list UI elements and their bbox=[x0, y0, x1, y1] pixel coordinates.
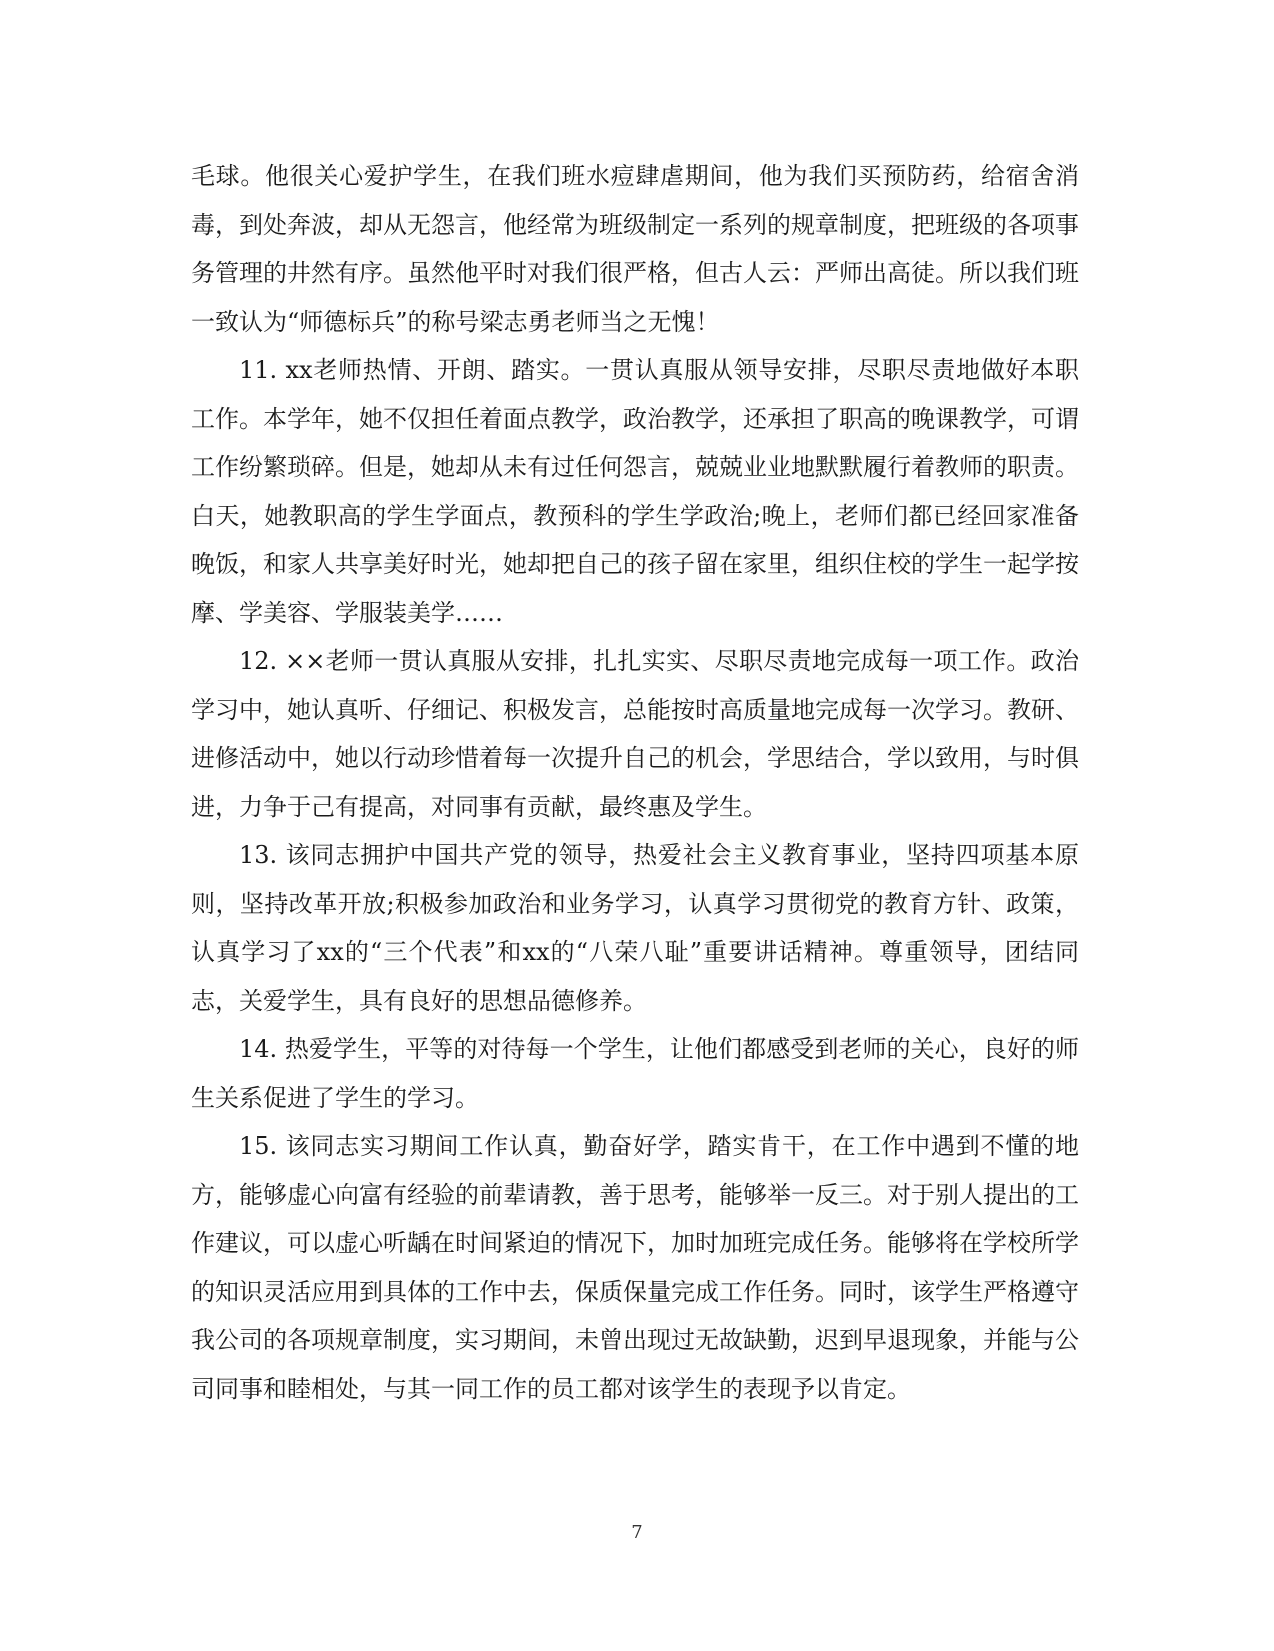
paragraph-item-11: 11. xx老师热情、开朗、踏实。一贯认真服从领导安排，尽职尽责地做好本职工作。本学年，她不仅担任着面点教学，政治教学，还承担了职高的晚课教学，可谓工作纷繁琐碎。但是，她却从未有过任何怨言，兢兢业业地默默履行着教师的职责。白天，她教职高的学生学面点，教预科的学生学政治;晚上，老师们都已经回家准备晚饭，和家人共享美好时光，她却把自己的孩子留在家里，组织住校的学生一起学按摩、学美容、学服装美学…… bbox=[191, 356, 1079, 627]
document-body bbox=[191, 152, 1079, 1413]
paragraph-item-12: 12. ××老师一贯认真服从安排，扎扎实实、尽职尽责地完成每一项工作。政治学习中，她认真听、仔细记、积极发言，总能按时高质量地完成每一次学习。教研、进修活动中，她以行动珍惜着每一次提升自己的机会，学思结合，学以致用，与时俱进，力争于己有提高，对同事有贡献，最终惠及学生。 bbox=[191, 647, 1079, 821]
page-number: 7 bbox=[631, 1522, 643, 1543]
paragraph-item-15: 15. 该同志实习期间工作认真，勤奋好学，踏实肯干，在工作中遇到不懂的地方，能够虚心向富有经验的前辈请教，善于思考，能够举一反三。对于别人提出的工作建议，可以虚心听龋在时间紧迫的情况下，加时加班完成任务。能够将在学校所学的知识灵活应用到具体的工作中去，保质保量完成工作任务。同时，该学生严格遵守我公司的各项规章制度，实习期间，未曾出现过无故缺勤，迟到早退现象，并能与公司同事和睦相处，与其一同工作的员工都对该学生的表现予以肯定。 bbox=[191, 1132, 1079, 1403]
paragraph-item-14: 14. 热爱学生，平等的对待每一个学生，让他们都感受到老师的关心，良好的师生关系促进了学生的学习。 bbox=[191, 1035, 1079, 1112]
paragraph-continuation: 毛球。他很关心爱护学生，在我们班水痘肆虐期间，他为我们买预防药，给宿舍消毒，到处奔波，却从无怨言，他经常为班级制定一系列的规章制度，把班级的各项事务管理的井然有序。虽然他平时对我们很严格，但古人云：严师出高徒。所以我们班一致认为“师德标兵”的称号梁志勇老师当之无愧！ bbox=[191, 162, 1079, 336]
paragraph-item-13: 13. 该同志拥护中国共产党的领导，热爱社会主义教育事业，坚持四项基本原则，坚持改革开放;积极参加政治和业务学习，认真学习贯彻党的教育方针、政策，认真学习了xx的“三个代表”和xx的“八荣八耻”重要讲话精神。尊重领导，团结同志，关爱学生，具有良好的思想品德修养。 bbox=[191, 841, 1079, 1015]
